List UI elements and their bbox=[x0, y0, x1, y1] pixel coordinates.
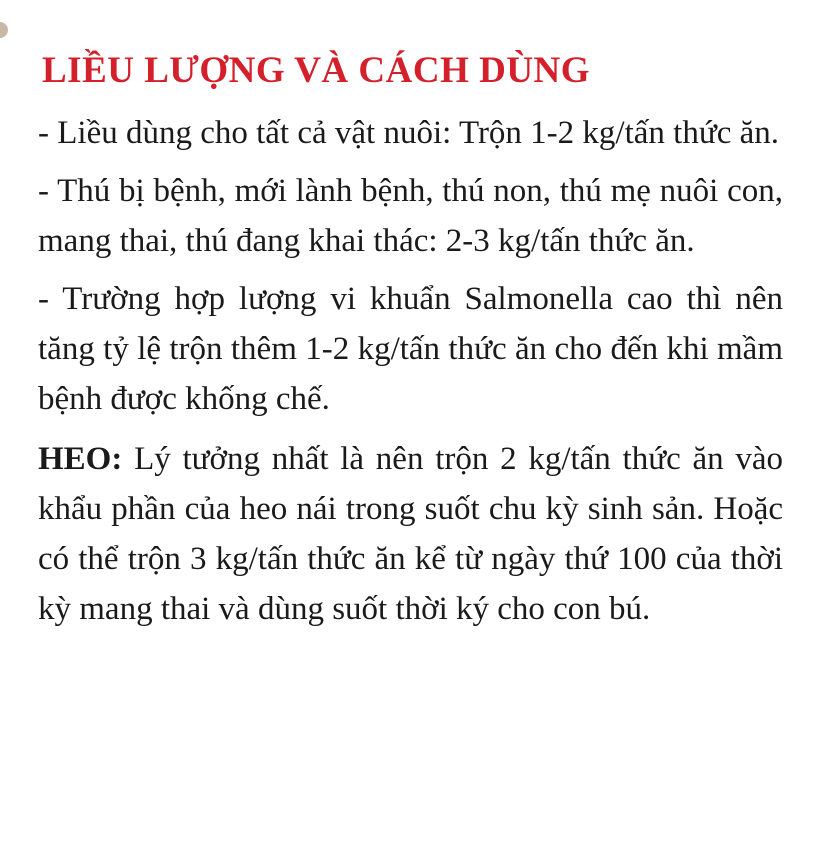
dosage-section bbox=[38, 44, 783, 642]
paragraph-text: - Thú bị bệnh, mới lành bệnh, thú non, thú mẹ nuôi con, mang thai, thú đang khai thác: 2-3 kg/tấn thức ăn. bbox=[38, 173, 783, 259]
paragraph-salmonella-dosage bbox=[38, 274, 783, 424]
paragraph-general-dosage bbox=[38, 108, 783, 158]
paragraph-pig-dosage bbox=[38, 434, 783, 634]
pig-label: HEO: bbox=[38, 441, 123, 477]
paragraph-text: Lý tưởng nhất là nên trộn 2 kg/tấn thức ăn vào khẩu phần của heo nái trong suốt chu kỳ sinh sản. Hoặc có thể trộn 3 kg/tấn thức ăn kể từ ngày thứ 100 của thời kỳ mang thai và dùng suốt thời ký cho con bú. bbox=[38, 441, 783, 627]
section-heading: LIỀU LƯỢNG VÀ CÁCH DÙNG bbox=[42, 50, 591, 91]
paragraph-sick-animals-dosage bbox=[38, 166, 783, 266]
paragraph-text: - Liều dùng cho tất cả vật nuôi: Trộn 1-2 kg/tấn thức ăn. bbox=[38, 115, 780, 151]
paragraph-text: - Trường hợp lượng vi khuẩn Salmonella cao thì nên tăng tỷ lệ trộn thêm 1-2 kg/tấn thức ăn cho đến khi mầm bệnh được khống chế. bbox=[38, 281, 783, 417]
corner-decoration bbox=[0, 22, 8, 38]
